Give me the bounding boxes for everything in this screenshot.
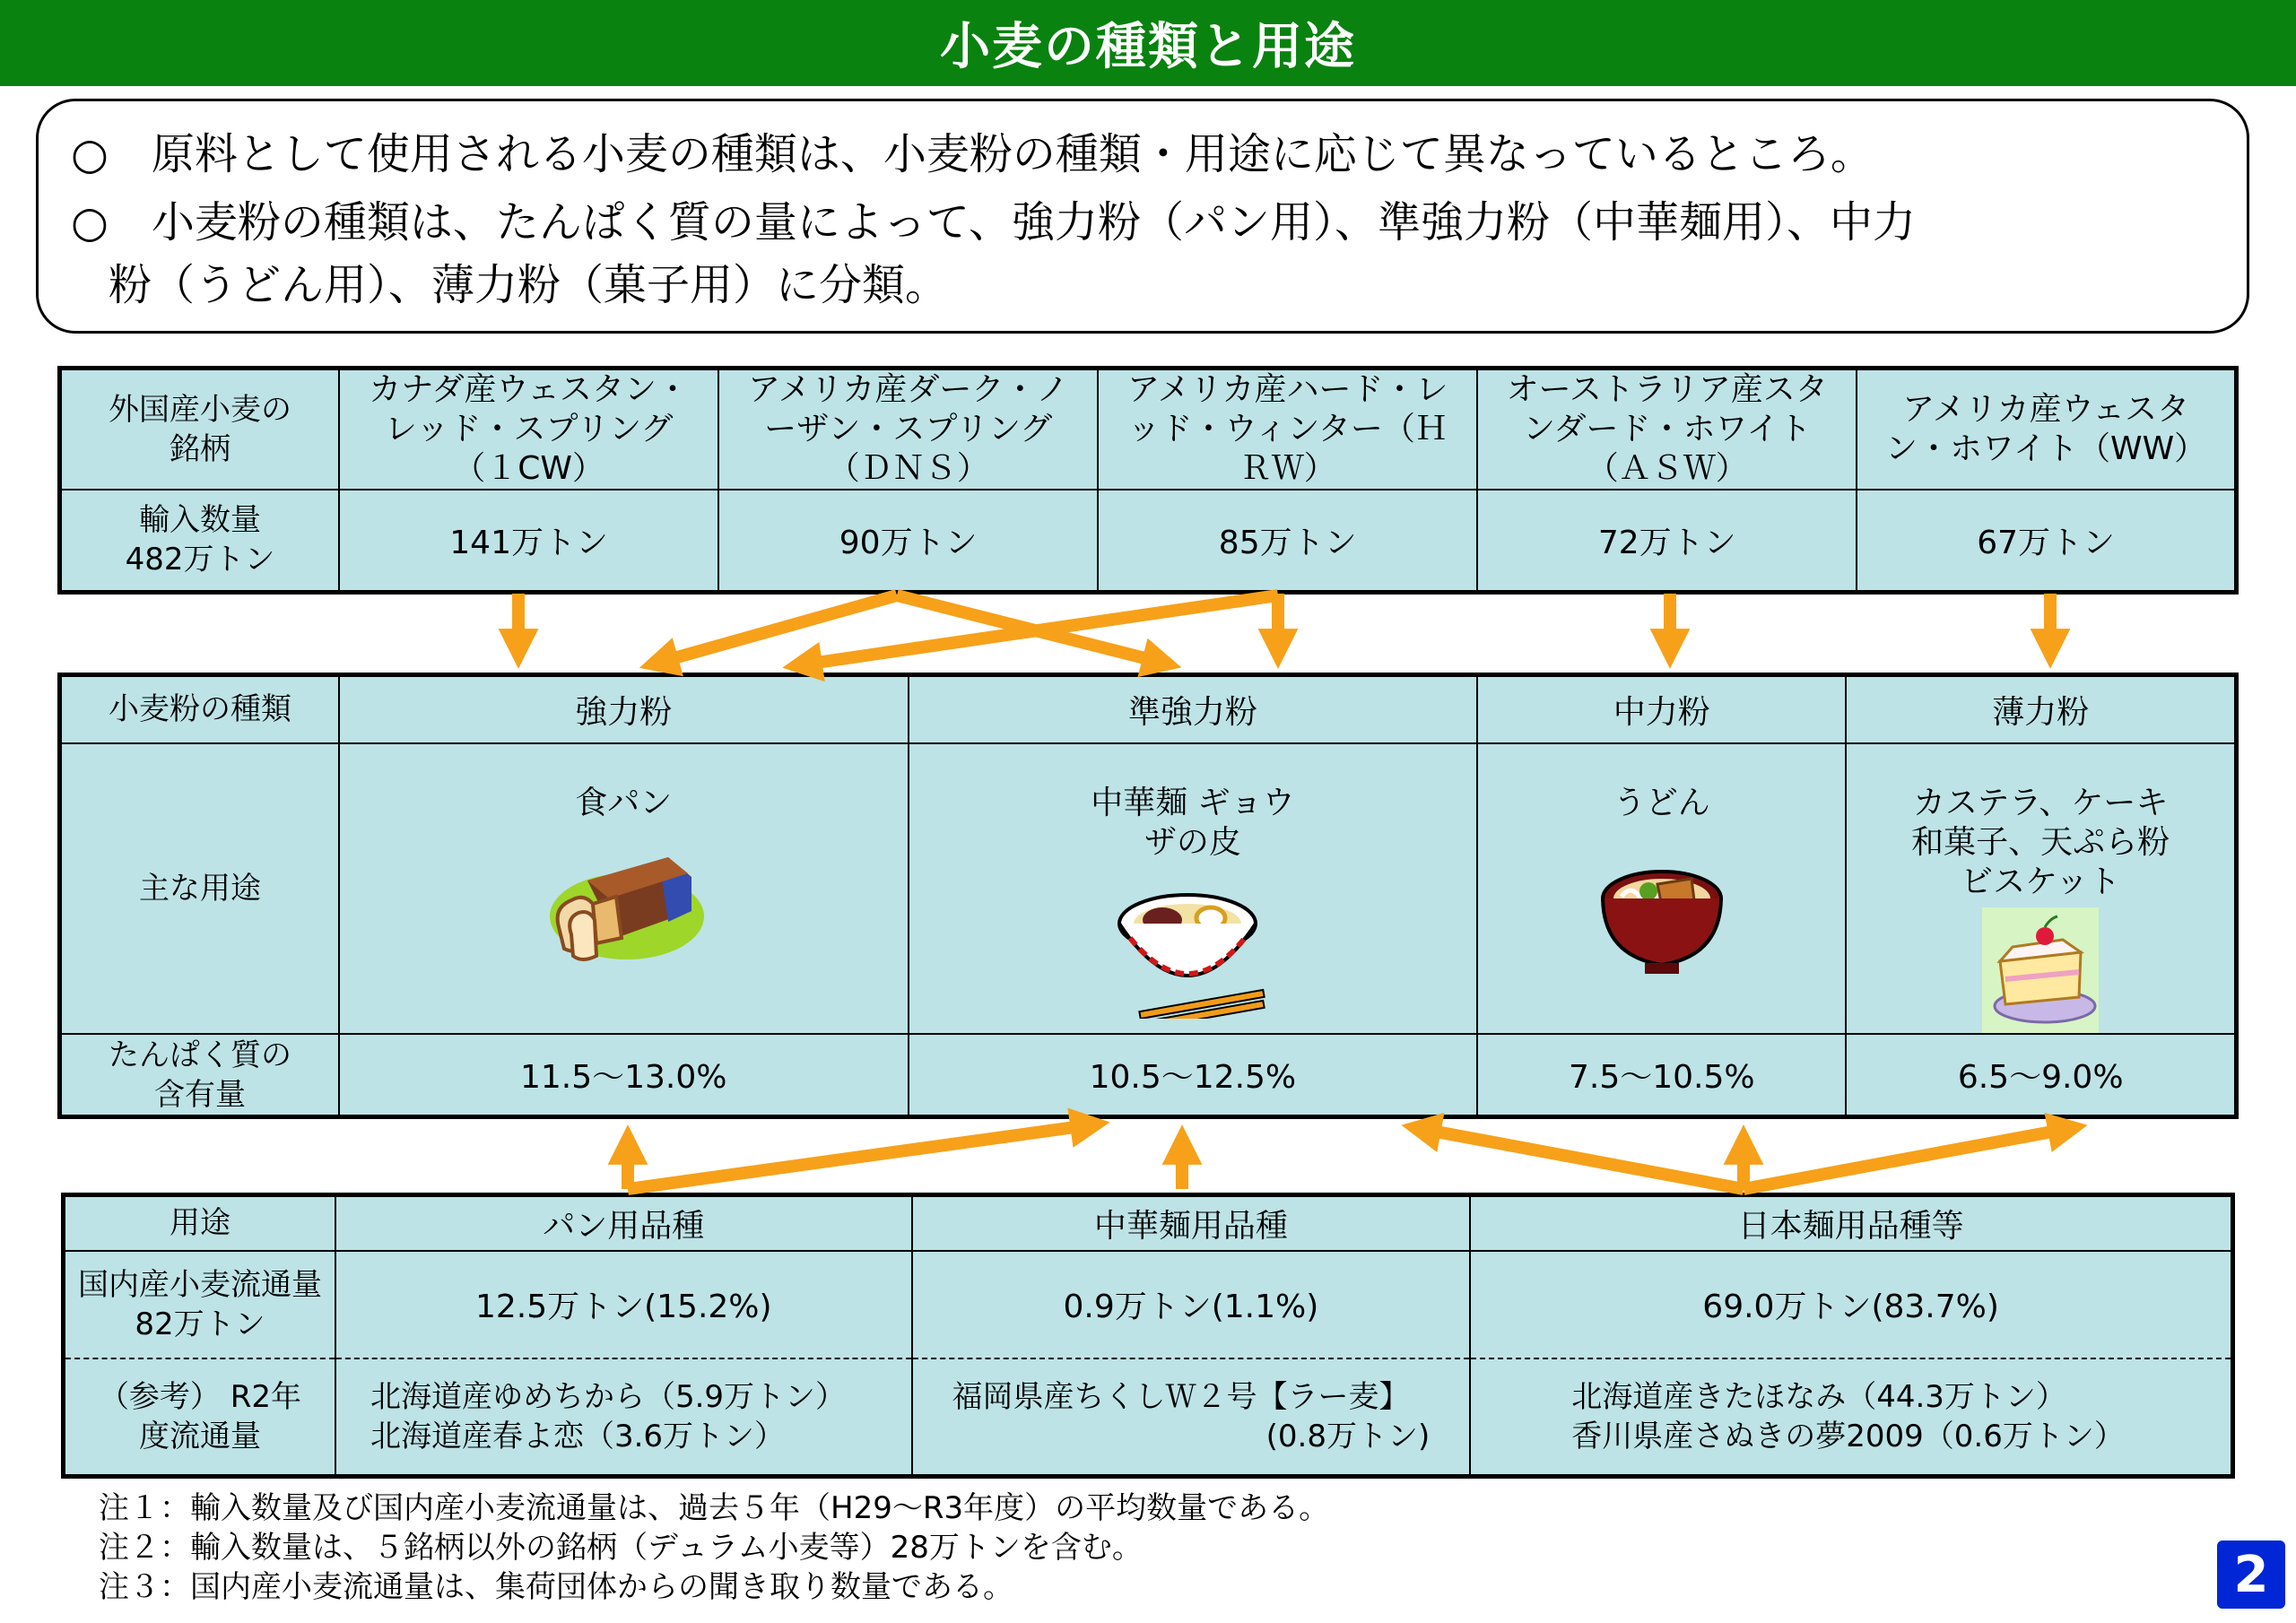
flour-medium: 中力粉 <box>1477 675 1846 743</box>
qty-hrw: 85万トン <box>1098 490 1477 592</box>
flour-weak: 薄力粉 <box>1846 675 2236 743</box>
brand-hrw: アメリカ産ハード・レッド・ウィンター（ＨＲＷ） <box>1098 369 1477 490</box>
ramen-icon <box>1112 884 1274 1019</box>
flour-semi-strong: 準強力粉 <box>909 675 1478 743</box>
arrow-jp-weak <box>1744 1128 2072 1189</box>
brand-ww: アメリカ産ウェスタン・ホワイト（WW） <box>1857 369 2236 490</box>
summary-line-2: ○ 小麦粉の種類は、たんぱく質の量によって、強力粉（パン用）、準強力粉（中華麺用）、中力 粉（うどん用）、薄力粉（菓子用）に分類。 <box>71 197 1916 310</box>
domestic-flow-label: 国内産小麦流通量 82万トン <box>64 1251 335 1358</box>
import-qty-label: 輸入数量 482万トン <box>60 490 340 592</box>
main-use-label: 主な用途 <box>60 743 339 1035</box>
bread-icon <box>534 845 713 979</box>
note-1: 注１：輸入数量及び国内産小麦流通量は、過去５年（H29〜R3年度）の平均数量である。 <box>99 1490 1330 1526</box>
ref-japanese-noodle: 北海道産きたほなみ（44.3万トン） 香川県産さぬきの夢2009（0.6万トン） <box>1470 1358 2232 1477</box>
summary-box <box>36 99 2249 334</box>
protein-medium: 7.5〜10.5% <box>1477 1034 1846 1116</box>
qty-ww: 67万トン <box>1857 490 2236 592</box>
qty-1cw: 141万トン <box>339 490 718 592</box>
title-bar <box>0 0 2296 86</box>
arrow-hrw-strong <box>798 595 1278 665</box>
note-3: 注３：国内産小麦流通量は、集荷団体からの聞き取り数量である。 <box>99 1569 1013 1605</box>
flour-type-table <box>57 673 2239 1119</box>
use-medium: うどん <box>1477 743 1846 1035</box>
brand-asw: オーストラリア産スタンダード・ホワイト（ＡＳＷ） <box>1477 369 1857 490</box>
qty-dns: 90万トン <box>718 490 1098 592</box>
summary-line-1: ○ 原料として使用される小麦の種類は、小麦粉の種類・用途に応じて異なっているところ。 <box>71 129 1874 179</box>
flow-chinese-noodle: 0.9万トン(1.1%) <box>912 1251 1471 1358</box>
brand-row-label: 外国産小麦の銘柄 <box>60 369 340 490</box>
reference-label: （参考） R2年度流通量 <box>64 1358 335 1477</box>
flour-type-label: 小麦粉の種類 <box>60 675 339 743</box>
udon-icon <box>1595 845 1729 979</box>
use-semi-strong: 中華麺 ギョウザの皮 <box>909 743 1478 1035</box>
arrow-jp-medium <box>1417 1128 1744 1189</box>
domestic-use-label: 用途 <box>64 1195 335 1251</box>
domestic-wheat-table <box>61 1193 2235 1479</box>
qty-asw: 72万トン <box>1477 490 1857 592</box>
variety-bread: パン用品種 <box>335 1195 912 1251</box>
cake-icon <box>1982 907 2099 1033</box>
footnotes <box>99 1488 1329 1607</box>
ref-bread: 北海道産ゆめちから（5.9万トン） 北海道産春よ恋（3.6万トン） <box>335 1358 912 1477</box>
page-title: 小麦の種類と用途 <box>940 18 1356 76</box>
ref-chinese-noodle: 福岡県産ちくしＷ２号【ラー麦】 (0.8万トン) <box>912 1358 1471 1477</box>
protein-strong: 11.5〜13.0% <box>339 1034 909 1116</box>
arrow-dns-semi <box>897 595 1166 664</box>
flow-japanese-noodle: 69.0万トン(83.7%) <box>1470 1251 2232 1358</box>
arrow-dns-strong <box>655 595 897 664</box>
use-strong: 食パン <box>339 743 909 1035</box>
protein-weak: 6.5〜9.0% <box>1846 1034 2236 1116</box>
note-2: 注２：輸入数量は、５銘柄以外の銘柄（デュラム小麦等）28万トンを含む。 <box>99 1530 1143 1566</box>
page-number-badge: 2 <box>2217 1541 2285 1609</box>
use-weak: カステラ、ケーキ 和菓子、天ぷら粉 ビスケット <box>1846 743 2236 1035</box>
brand-dns: アメリカ産ダーク・ノーザン・スプリング（ＤＮＳ） <box>718 369 1098 490</box>
import-wheat-table <box>57 366 2239 595</box>
variety-japanese-noodle: 日本麺用品種等 <box>1470 1195 2232 1251</box>
variety-chinese-noodle: 中華麺用品種 <box>912 1195 1471 1251</box>
protein-semi-strong: 10.5〜12.5% <box>909 1034 1478 1116</box>
flow-bread: 12.5万トン(15.2%) <box>335 1251 912 1358</box>
flour-strong: 強力粉 <box>339 675 909 743</box>
protein-label: たんぱく質の含有量 <box>60 1034 339 1116</box>
brand-1cw: カナダ産ウェスタン・レッド・スプリング（１CW） <box>339 369 718 490</box>
arrow-bread-semi <box>628 1124 1094 1189</box>
